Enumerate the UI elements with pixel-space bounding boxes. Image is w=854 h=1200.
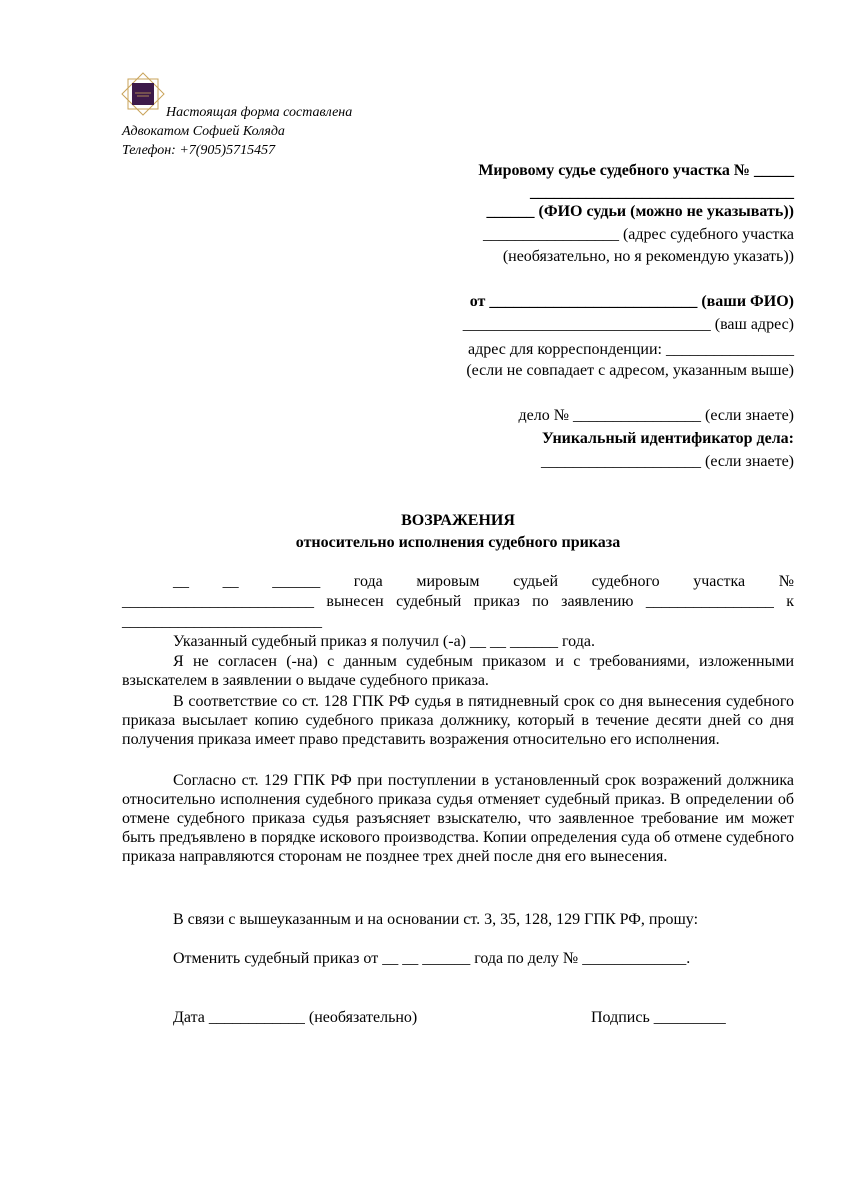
signature-field: Подпись _________ (591, 1009, 726, 1026)
addressee-blank: _________________________________ (530, 184, 794, 201)
addressee-court-address: _________________ (адрес судебного участка (482, 226, 794, 243)
sender-correspondence: адрес для корреспонденции: ________________ (468, 341, 794, 358)
paragraph-received: Указанный судебный приказ я получил (-а) __ __ ______ года. (173, 633, 595, 650)
sender-address (463, 314, 794, 336)
case-uid: ____________________ (если знаете) (541, 453, 794, 470)
sender-address-blank: _______________________________ (462, 316, 711, 333)
law-firm-logo (121, 72, 165, 116)
addressee-court: Мировому судье судебного участка № _____ (478, 162, 794, 179)
document-subtitle: относительно исполнения судебного приказа (295, 534, 621, 551)
addressee-note: (необязательно, но я рекомендую указать)) (502, 248, 794, 265)
p1-line3: _________________________ (122, 613, 322, 630)
paragraph-disagree: Я не согласен (-на) с данным судебным приказом и с требованиями, изложенными взыскателем в заявлении о выдаче судебного приказа. (122, 653, 794, 689)
paragraph-cancel-order: Отменить судебный приказ от __ __ ______ года по делу № _____________. (173, 950, 691, 967)
form-author-name: Адвокатом Софией Коляда (122, 124, 285, 139)
document-title: ВОЗРАЖЕНИЯ (401, 512, 515, 529)
p1-line1: __ __ ______ года мировым судьей судебного участка № (173, 573, 794, 590)
sender-address-label: (ваш адрес) (710, 316, 794, 333)
case-number: дело № ________________ (если знаете) (518, 407, 794, 424)
paragraph-request: В связи с вышеуказанным и на основании ст. 3, 35, 128, 129 ГПК РФ, прошу: (173, 911, 699, 928)
paragraph-article-128: В соответствие со ст. 128 ГПК РФ судья в пятидневный срок со дня вынесения судебного приказа высылает копию судебного приказа должнику, который в течение десяти дней со дня получения приказа имеет право представить возражения относительно его исполнения. (122, 693, 794, 748)
p1-line2: ________________________ вынесен судебный приказ по заявлению ________________ к (122, 593, 794, 610)
sender-correspondence-note: (если не совпадает с адресом, указанным выше) (466, 362, 794, 379)
paragraph-article-129: Согласно ст. 129 ГПК РФ при поступлении в установленный срок возражений должника относительно исполнения судебного приказа судья отменяет судебный приказ. В определении об отмене судебного приказа судья разъясняет взыскателю, что заявленное требование им может быть предъявлено в порядке искового производства. Копии определения суда об отмене судебного приказа направляются сторонам не позднее трех дней после дня его вынесения. (122, 772, 794, 865)
date-field: Дата ____________ (необязательно) (173, 1009, 418, 1026)
case-uid-label: Уникальный идентификатор дела: (542, 430, 794, 447)
form-author-note: Настоящая форма составлена (166, 105, 353, 120)
form-author-phone: Телефон: +7(905)5715457 (122, 143, 276, 158)
addressee-judge: ______ (ФИО судьи (можно не указывать)) (486, 203, 794, 220)
sender-name: от __________________________ (ваши ФИО) (469, 293, 794, 310)
